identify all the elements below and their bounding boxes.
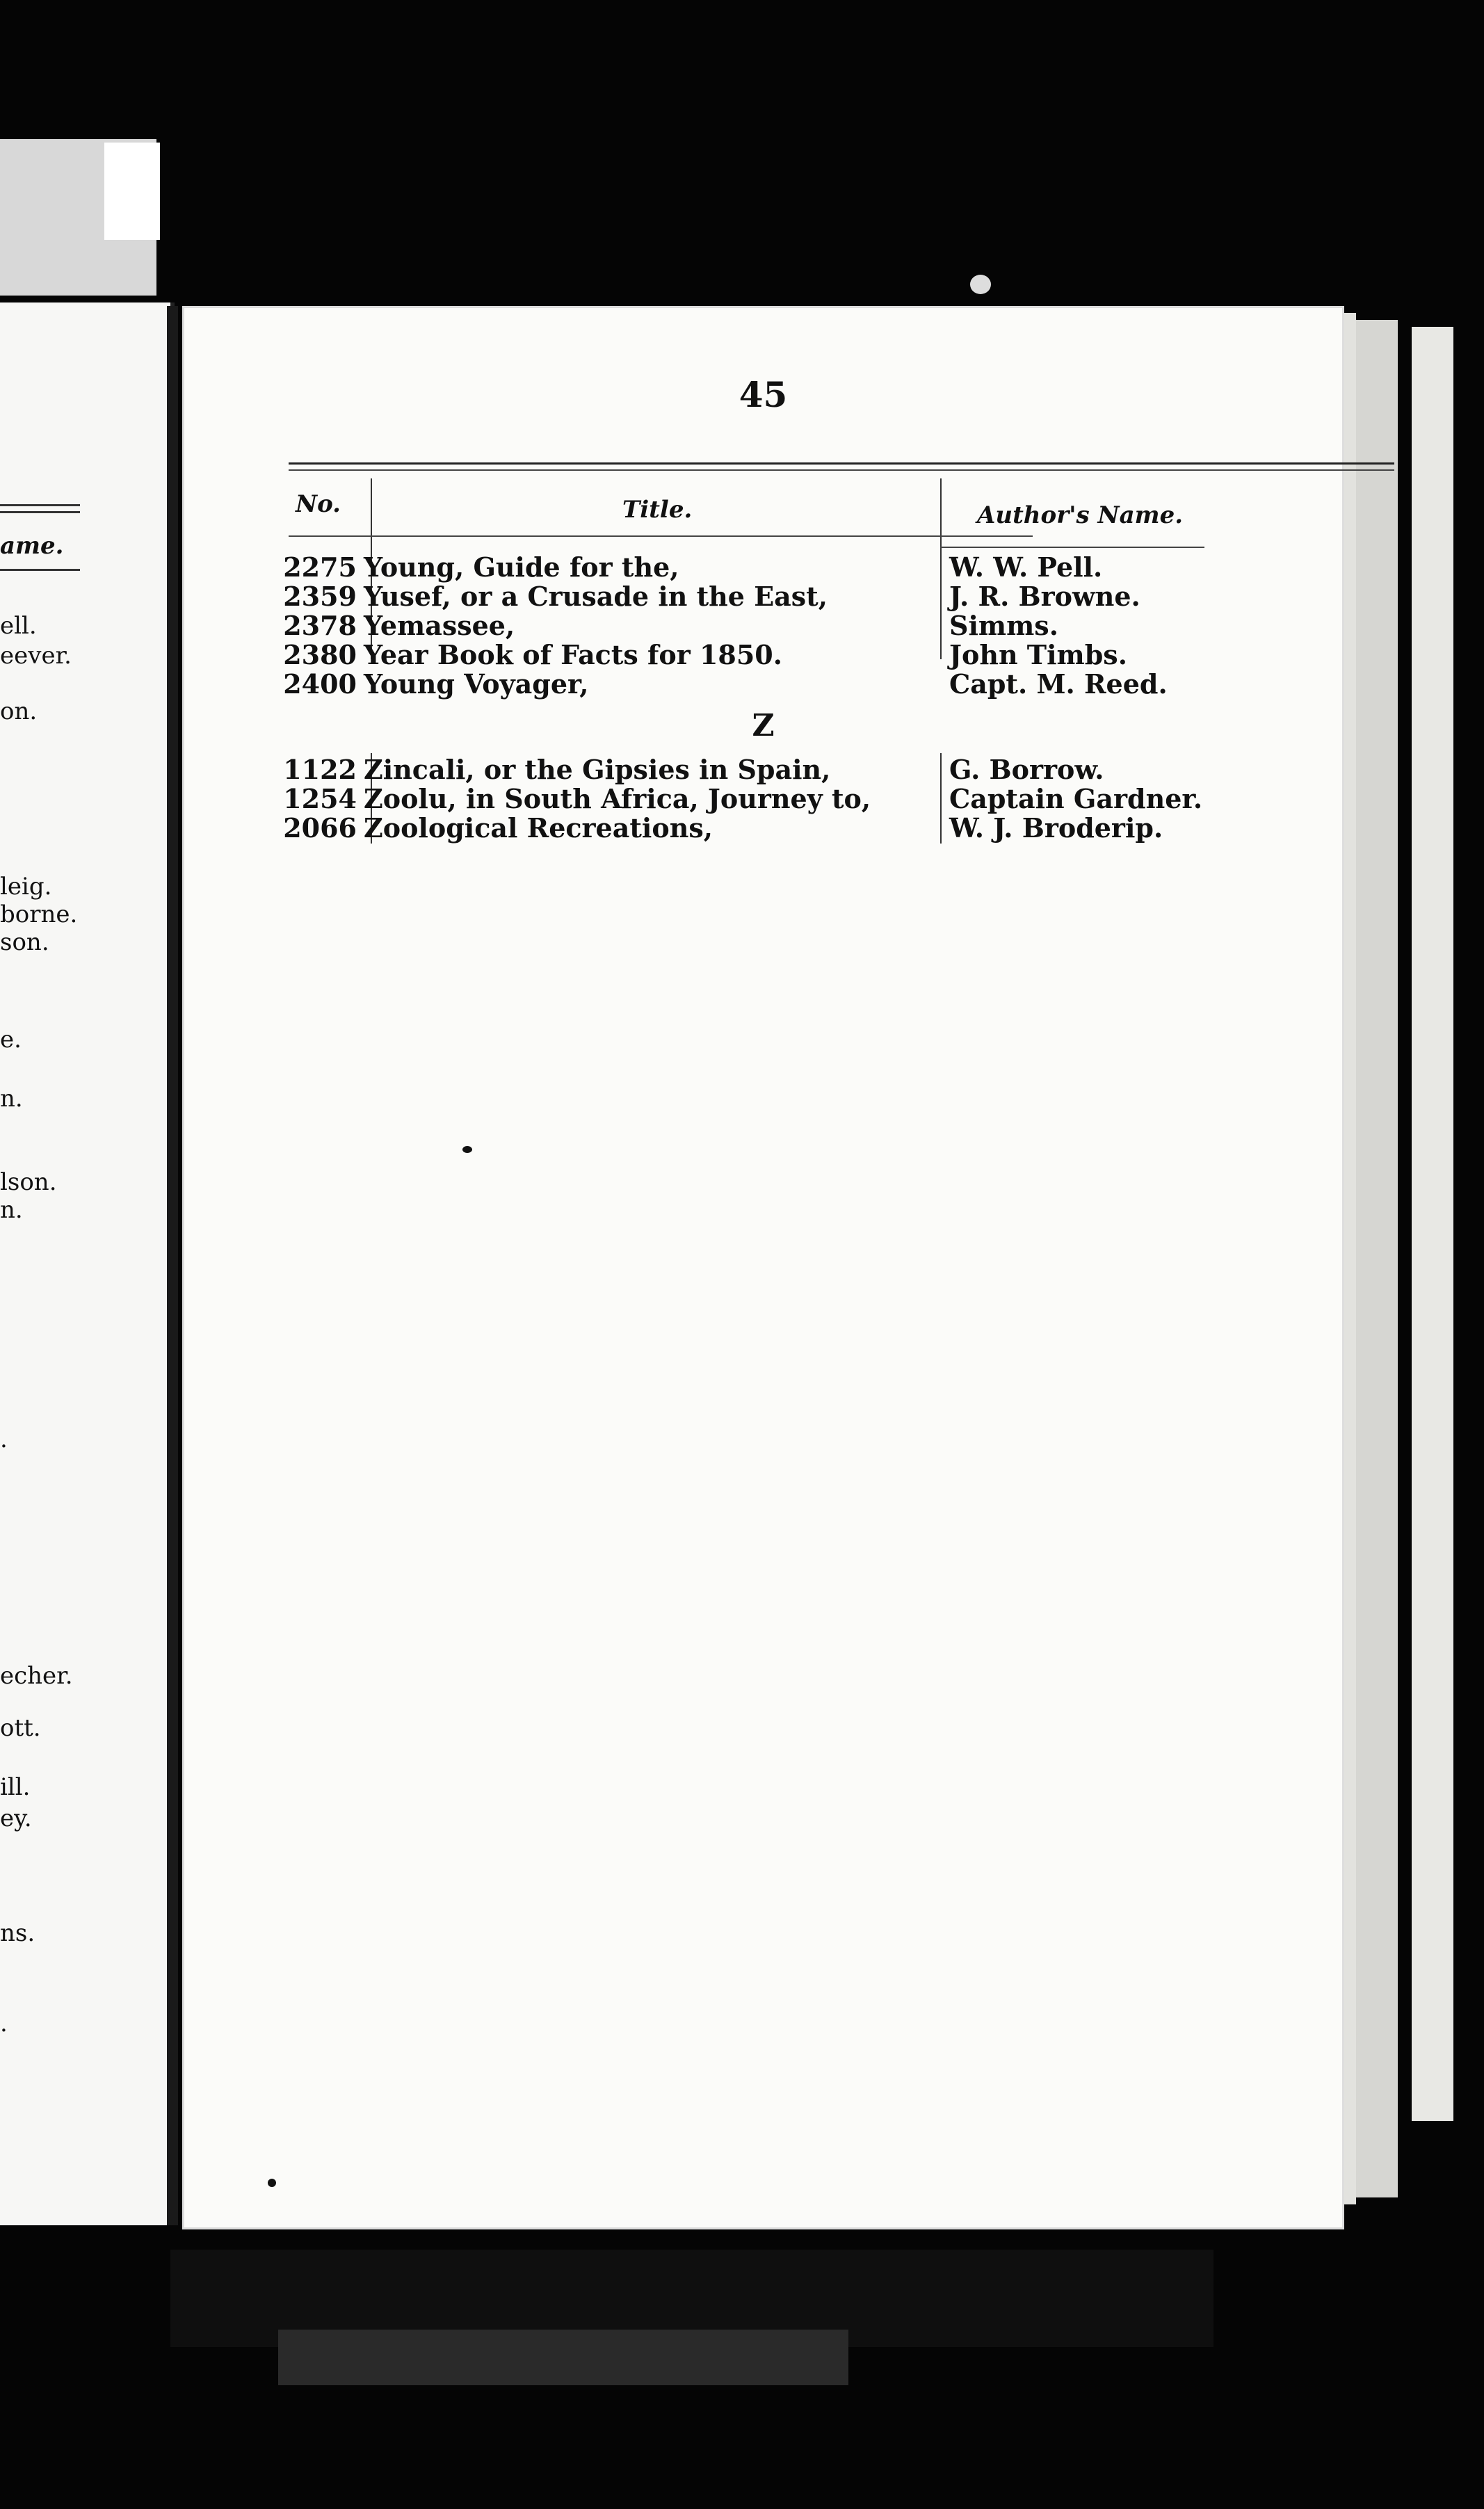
left-page-text-fragment: lson. <box>0 1168 57 1196</box>
entry-number: 2400 <box>283 668 357 700</box>
top-rule <box>289 462 1394 465</box>
header-author: Author's Name. <box>977 501 1184 529</box>
entry-author: John Timbs. <box>949 639 1127 670</box>
entry-number: 2066 <box>283 812 357 844</box>
ink-speck <box>268 2179 276 2187</box>
entry-number: 2378 <box>283 610 357 641</box>
entry-title: Young Voyager, <box>364 668 589 700</box>
page-number: 45 <box>739 374 788 415</box>
top-rule <box>289 469 1394 471</box>
entry-number: 1254 <box>283 783 357 814</box>
section-letter: Z <box>752 708 775 743</box>
left-page-header-fragment: ame. <box>0 532 64 560</box>
entry-author: Captain Gardner. <box>949 783 1203 814</box>
table-row <box>184 784 1342 814</box>
catalogue-page <box>182 306 1344 2229</box>
table-row <box>184 553 1342 582</box>
entry-author: Simms. <box>949 610 1058 641</box>
left-page-text-fragment: ill. <box>0 1773 31 1801</box>
entry-author: Capt. M. Reed. <box>949 668 1168 700</box>
entry-title: Young, Guide for the, <box>364 551 679 583</box>
page-edge <box>1356 320 1398 2197</box>
entry-title: Year Book of Facts for 1850. <box>364 639 782 670</box>
left-page-text-fragment: ns. <box>0 1919 35 1947</box>
left-page-rule <box>0 511 80 513</box>
left-page-top-patch <box>104 143 160 240</box>
table-row <box>184 814 1342 843</box>
header-rule <box>940 547 1204 548</box>
left-page-text-fragment: leig. <box>0 873 52 901</box>
header-no: No. <box>296 490 341 518</box>
left-page-text-fragment: ott. <box>0 1714 41 1742</box>
left-page-text-fragment: ey. <box>0 1805 32 1832</box>
left-page-text-fragment: ell. <box>0 612 37 640</box>
entry-title: Zoological Recreations, <box>364 812 713 844</box>
table-row <box>184 670 1342 699</box>
entry-number: 1122 <box>283 754 357 785</box>
left-page-rule <box>0 504 80 506</box>
header-title: Title. <box>622 496 693 524</box>
entry-author: W. J. Broderip. <box>949 812 1163 844</box>
entry-author: W. W. Pell. <box>949 551 1103 583</box>
table-row <box>184 611 1342 640</box>
entry-title: Yemassee, <box>364 610 515 641</box>
book-spine <box>167 306 178 2225</box>
entry-number: 2380 <box>283 639 357 670</box>
left-page-text-fragment: on. <box>0 697 38 725</box>
left-page-fragment <box>0 302 175 2225</box>
page-edge <box>1412 327 1453 2121</box>
left-page-text-fragment: . <box>0 2010 8 2038</box>
table-row <box>184 755 1342 784</box>
left-page-rule <box>0 569 80 571</box>
left-page-text-fragment: echer. <box>0 1662 73 1690</box>
left-page-text-fragment: eever. <box>0 642 72 670</box>
left-page-text-fragment: son. <box>0 928 49 956</box>
left-page-text-fragment: n. <box>0 1085 23 1113</box>
left-page-text-fragment: borne. <box>0 901 78 928</box>
entry-title: Zincali, or the Gipsies in Spain, <box>364 754 831 785</box>
binding-clip <box>970 275 991 294</box>
left-page-text-fragment: e. <box>0 1026 22 1054</box>
left-page-text-fragment: n. <box>0 1196 23 1224</box>
ink-speck <box>462 1146 472 1153</box>
entry-title: Zoolu, in South Africa, Journey to, <box>364 783 871 814</box>
entry-title: Yusef, or a Crusade in the East, <box>364 581 828 612</box>
bottom-edge <box>278 2330 848 2385</box>
entry-number: 2359 <box>283 581 357 612</box>
left-page-text-fragment: . <box>0 1426 8 1453</box>
table-row <box>184 640 1342 670</box>
entry-author: G. Borrow. <box>949 754 1104 785</box>
entry-author: J. R. Browne. <box>949 581 1140 612</box>
entry-number: 2275 <box>283 551 357 583</box>
header-rule <box>289 535 1033 537</box>
table-row <box>184 582 1342 611</box>
